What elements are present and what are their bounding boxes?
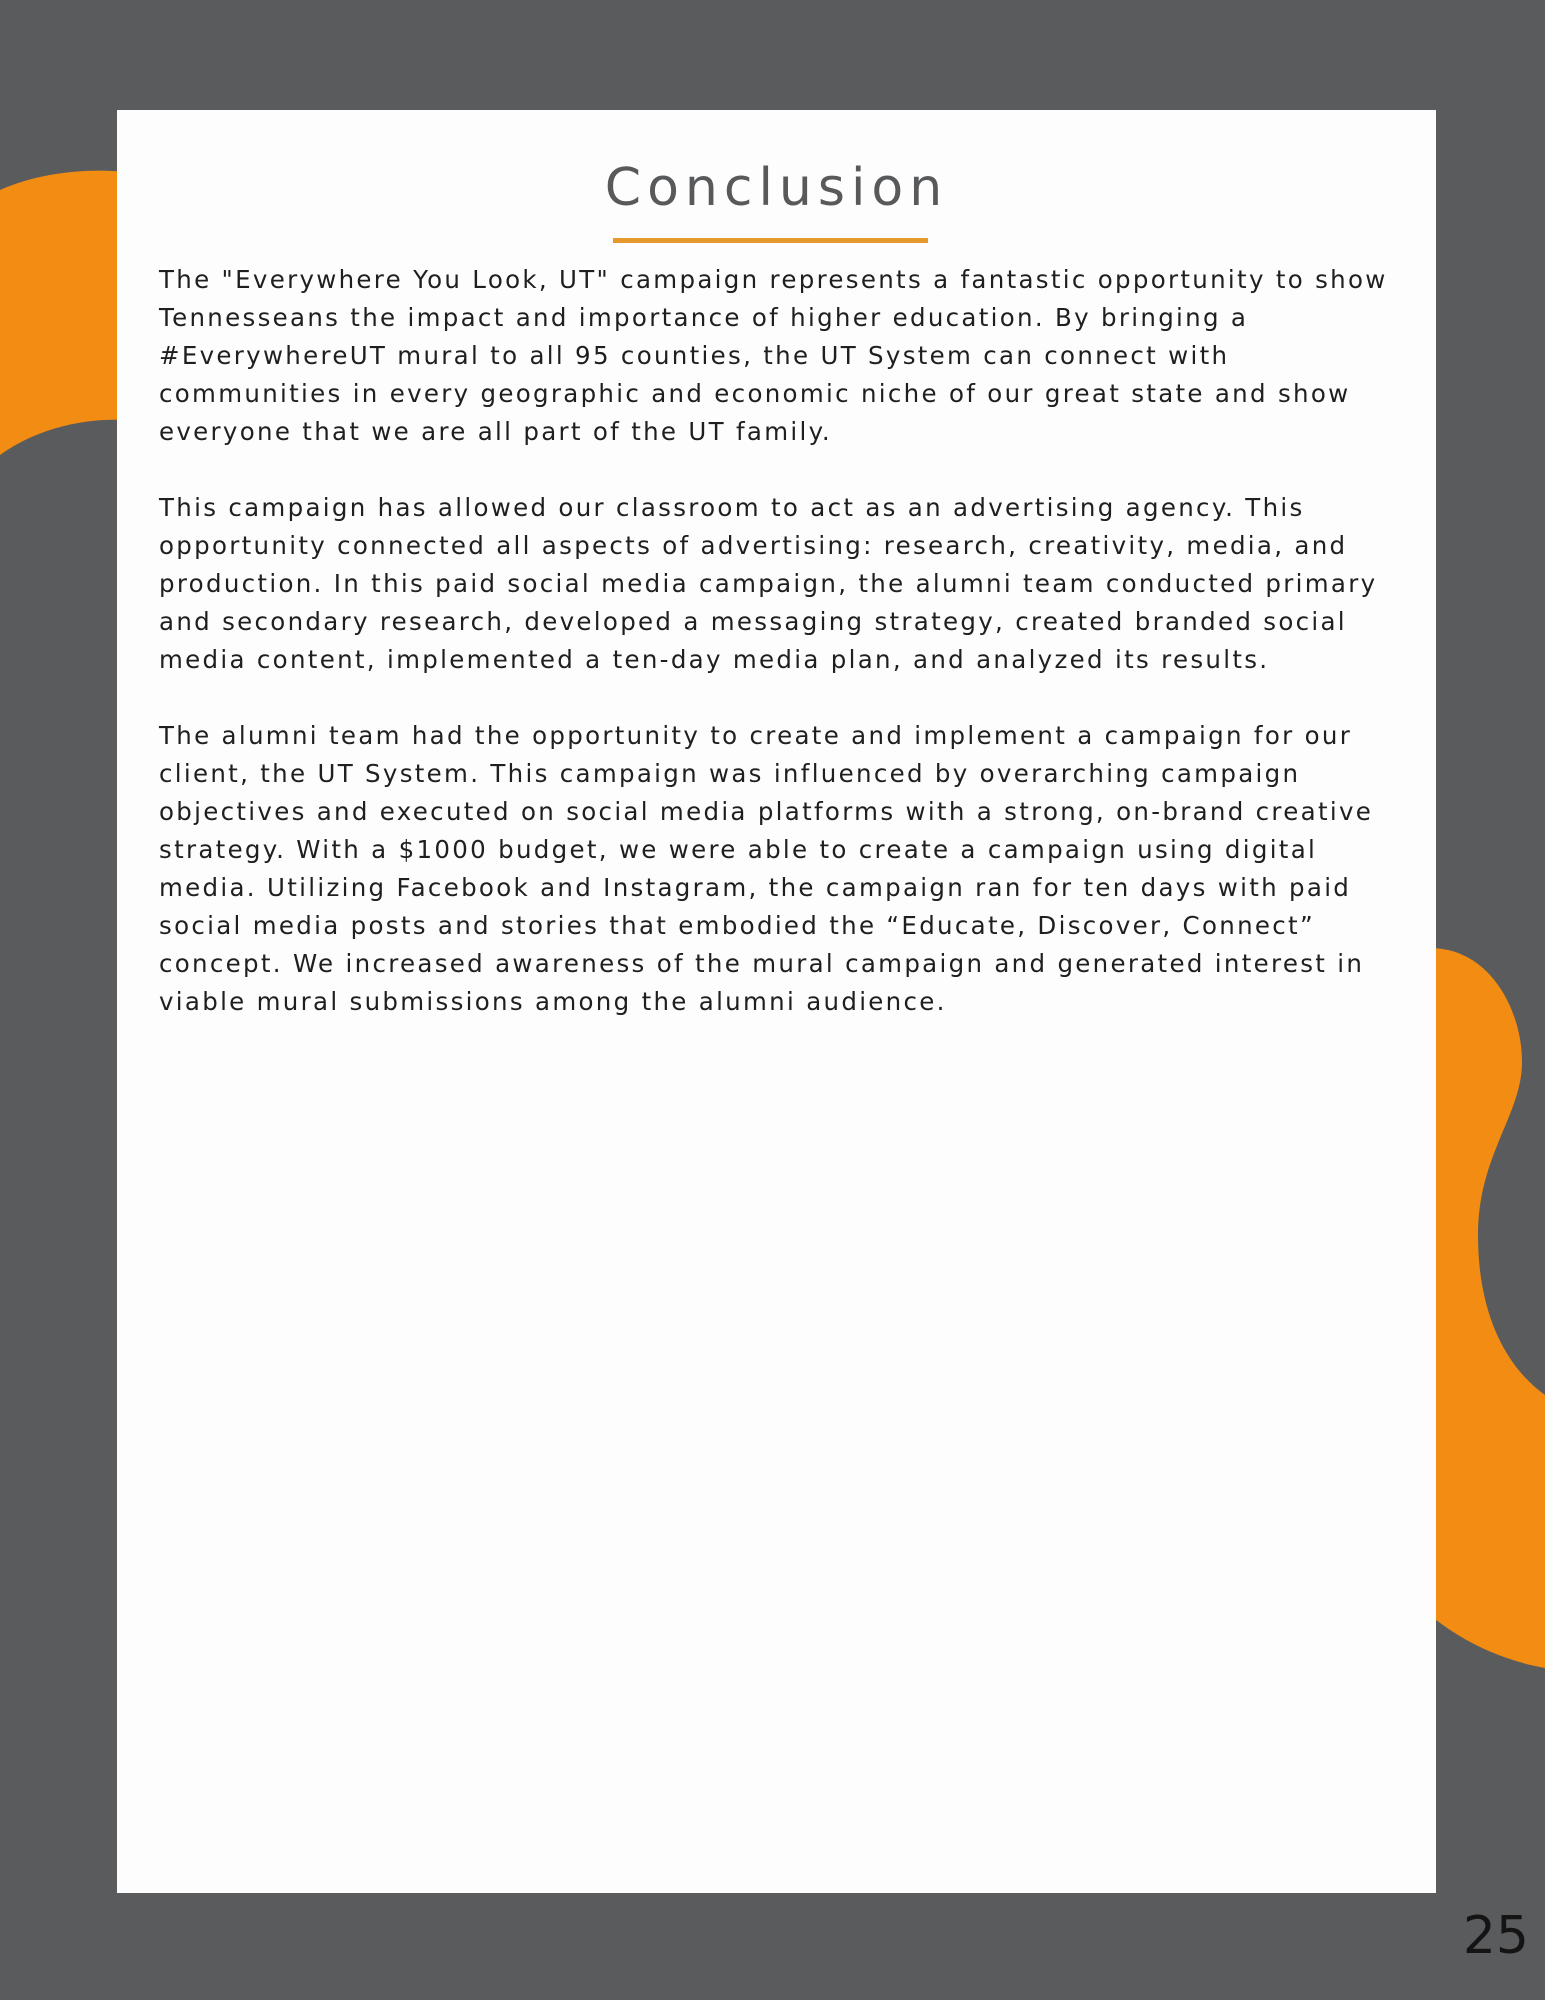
content-sheet <box>117 110 1436 1893</box>
title-underline <box>613 238 928 243</box>
orange-blob-right <box>1430 948 1545 1668</box>
paragraph: The alumni team had the opportunity to create and implement a campaign for our client, the UT System. This campaign was influenced by overarching campaign objectives and executed on social media platforms with a strong, on-brand creative strategy. With a $1000 budget, we were able to create a campaign using digital media. Utilizing Facebook and Instagram, the campaign ran for ten days with paid social media posts and stories that embodied the “Educate, Discover, Connect” concept. We increased awareness of the mural campaign and generated interest in viable mural submissions among the alumni audience. <box>159 721 1374 1016</box>
page-title: Conclusion <box>604 158 949 218</box>
body-text <box>159 261 1409 1059</box>
paragraph: This campaign has allowed our classroom to act as an advertising agency. This opportunity connected all aspects of advertising: research, creativity, media, and production. In this paid social media campaign, the alumni team conducted primary and secondary research, developed a messaging strategy, created branded social media content, implemented a ten-day media plan, and analyzed its results. <box>159 493 1378 674</box>
paragraph: The "Everywhere You Look, UT" campaign represents a fantastic opportunity to show Tennesseans the impact and importance of higher education. By bringing a #EverywhereUT mural to all 95 counties, the UT System can connect with communities in every geographic and economic niche of our great state and show everyone that we are all part of the UT family. <box>159 265 1388 446</box>
orange-blob-left <box>0 171 125 455</box>
page-number: 25 <box>1462 1906 1529 1966</box>
